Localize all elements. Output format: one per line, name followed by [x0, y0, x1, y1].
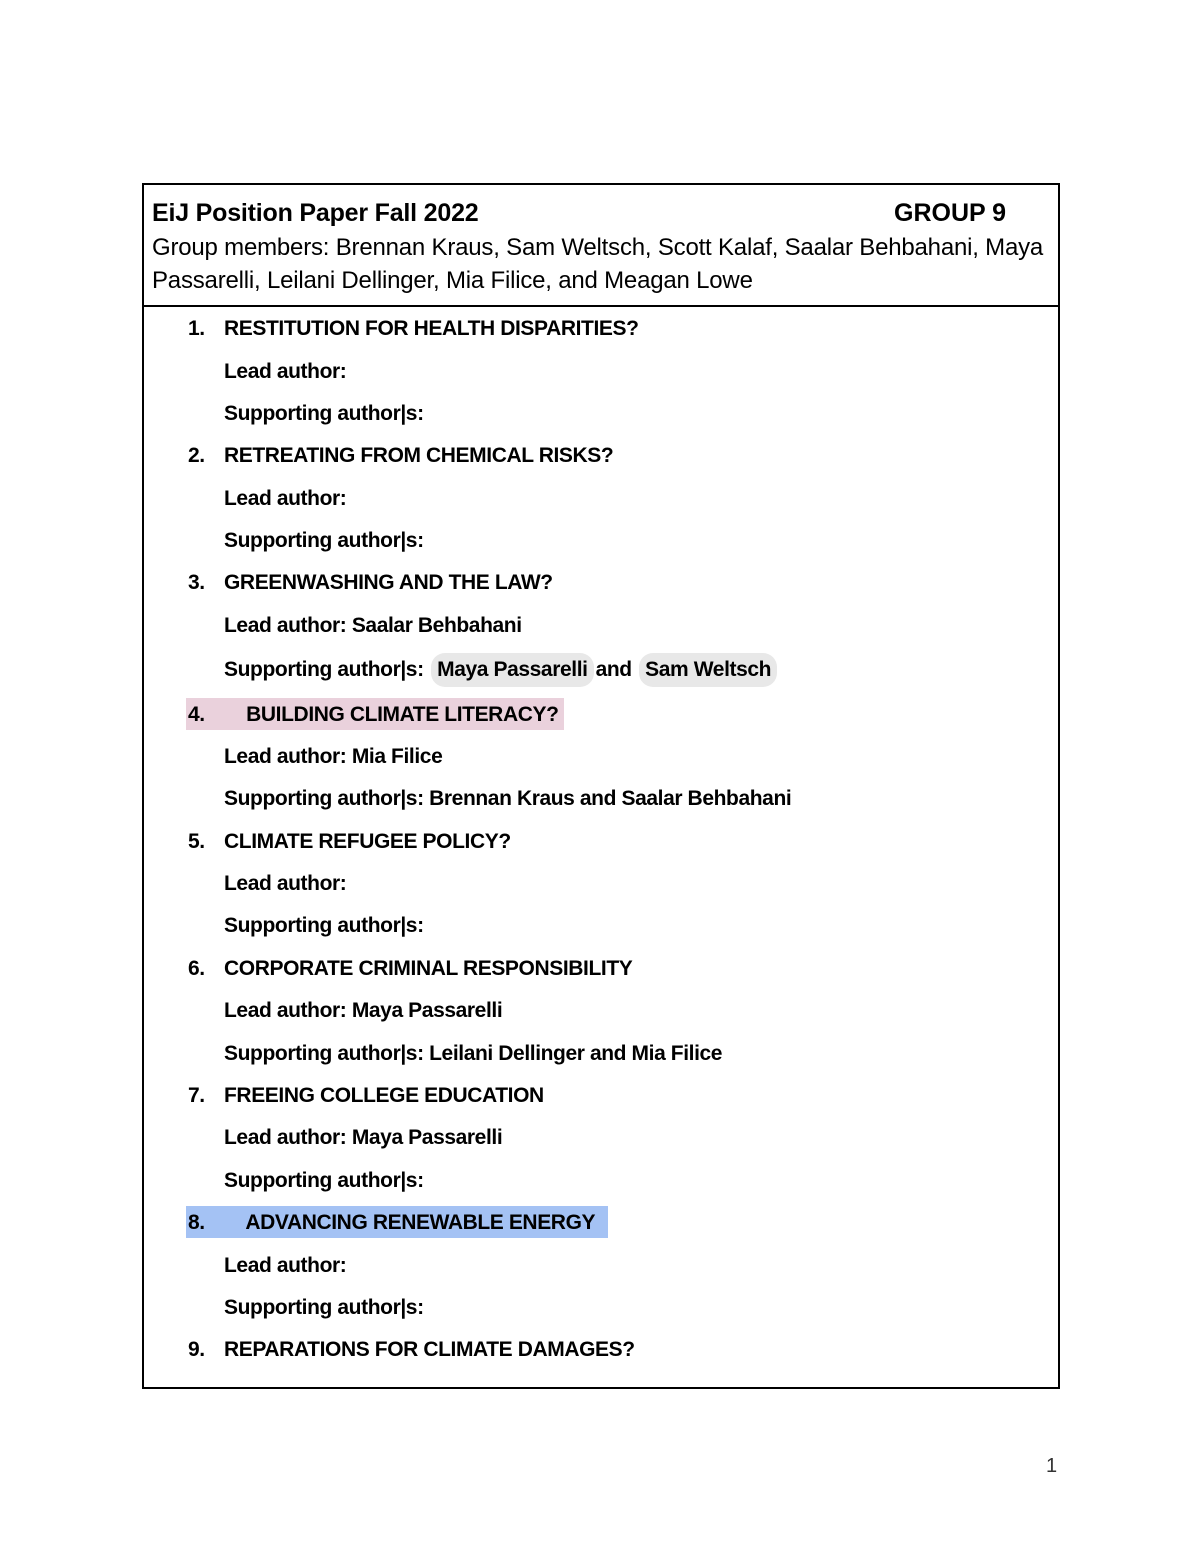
supporting-names: Brennan Kraus and Saalar Behbahani — [429, 787, 792, 810]
topic-number: 1. — [188, 317, 205, 340]
page-number: 1 — [1046, 1455, 1058, 1477]
topic-number: 4. — [188, 703, 205, 726]
lead-text — [224, 739, 442, 775]
topic-4 — [144, 697, 559, 733]
topic-title: RETREATING FROM CHEMICAL RISKS? — [224, 444, 614, 467]
topic-title: GREENWASHING AND THE LAW? — [224, 571, 553, 594]
document-title: EiJ Position Paper Fall 2022 — [152, 199, 479, 227]
topic-title: CORPORATE CRIMINAL RESPONSIBILITY — [224, 957, 633, 980]
topic-title: REPARATIONS FOR CLIMATE DAMAGES? — [224, 1338, 635, 1361]
supporting-label: Supporting author|s: — [224, 529, 424, 552]
topic-title: CLIMATE REFUGEE POLICY? — [224, 830, 511, 853]
lead-label: Lead author: — [224, 872, 347, 895]
lead-author-name: Saalar Behbahani — [351, 614, 522, 637]
lead-label: Lead author: — [224, 487, 347, 510]
supporting-label: Supporting author|s: — [224, 658, 424, 681]
and-word: and — [595, 658, 632, 681]
lead-text — [224, 608, 522, 644]
topic-number: 5. — [188, 830, 205, 853]
topic-title: ADVANCING RENEWABLE ENERGY — [245, 1211, 596, 1234]
supporting-label: Supporting author|s: — [224, 1042, 424, 1065]
supporting-label: Supporting author|s: — [224, 914, 424, 937]
topic-8 — [144, 1205, 596, 1241]
lead-author-name: Maya Passarelli — [351, 1126, 503, 1149]
lead-text — [224, 1120, 502, 1156]
group-members: Group members: Brennan Kraus, Sam Weltsch, Scott Kalaf, Saalar Behbahani, Maya Passarelli, Leilani Dellinger, Mia Filice, and Meagan Lowe — [152, 234, 1044, 294]
supporting-text — [224, 781, 791, 817]
lead-text — [224, 993, 502, 1029]
lead-label: Lead author: — [224, 1254, 347, 1277]
position-paper-table — [142, 183, 1060, 1389]
lead-label: Lead author: — [224, 999, 347, 1022]
topic-number: 8. — [188, 1211, 205, 1234]
topic-title: FREEING COLLEGE EDUCATION — [224, 1084, 544, 1107]
lead-author-name: Maya Passarelli — [351, 999, 503, 1022]
header-cell — [144, 185, 1058, 307]
topic-number: 2. — [188, 444, 205, 467]
person-chip[interactable]: Sam Weltsch — [639, 653, 777, 687]
supporting-label: Supporting author|s: — [224, 1296, 424, 1319]
person-chip[interactable]: Maya Passarelli — [431, 653, 593, 687]
topic-title: RESTITUTION FOR HEALTH DISPARITIES? — [224, 317, 639, 340]
topic-number: 3. — [188, 571, 205, 594]
supporting-label: Supporting author|s: — [224, 402, 424, 425]
topic-title: BUILDING CLIMATE LITERACY? — [246, 703, 559, 726]
topic-number: 7. — [188, 1084, 205, 1107]
supporting-label: Supporting author|s: — [224, 1169, 424, 1192]
lead-label: Lead author: — [224, 1126, 347, 1149]
topic-number: 6. — [188, 957, 205, 980]
group-label: GROUP 9 — [894, 199, 1007, 227]
lead-author-name: Mia Filice — [351, 745, 443, 768]
supporting-text — [224, 1036, 722, 1072]
supporting-text — [224, 652, 779, 688]
supporting-names: Leilani Dellinger and Mia Filice — [429, 1042, 723, 1065]
supporting-label: Supporting author|s: — [224, 787, 424, 810]
lead-label: Lead author: — [224, 614, 347, 637]
lead-label: Lead author: — [224, 360, 347, 383]
lead-label: Lead author: — [224, 745, 347, 768]
topic-number: 9. — [188, 1338, 205, 1361]
